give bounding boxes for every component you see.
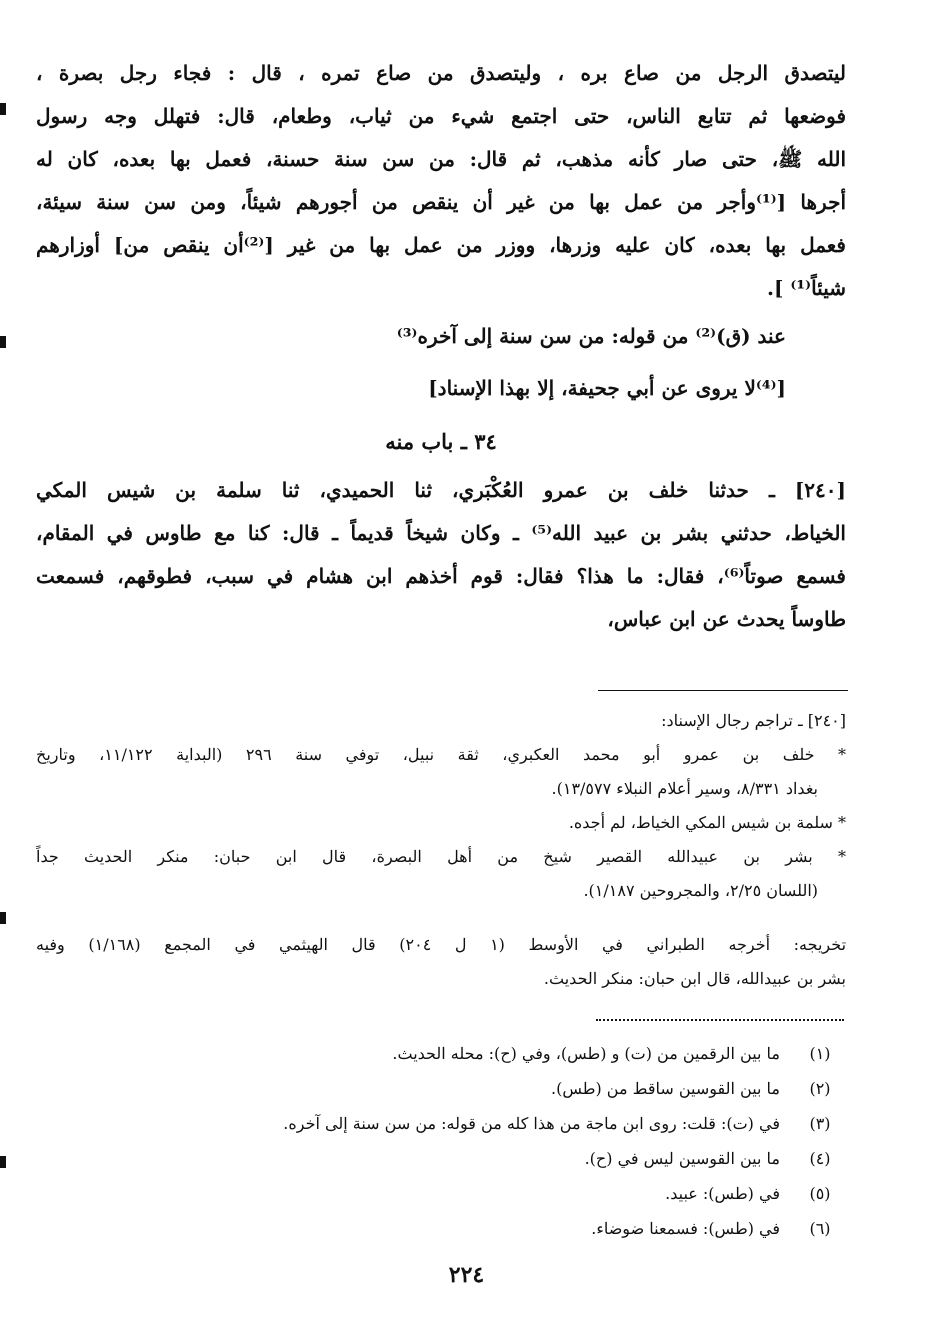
body-line: الله ﷺ، حتى صار كأنه مذهب، ثم قال: من سن سنة حسنة، فعمل بها بعده، كان له: [36, 147, 846, 171]
chapter-heading: ٣٤ ـ باب منه: [385, 429, 497, 454]
hadith-line: [٢٤٠] ـ حدثنا خلف بن عمرو العُكْبَري، ثنا الحميدي، ثنا سلمة بن شيس المكي: [36, 478, 846, 502]
footnote-divider: [598, 690, 848, 691]
footnote: [150, 1211, 850, 1246]
footnote-number: (٦): [809, 1219, 831, 1238]
body-line: شيئاً⁽¹⁾ ].: [766, 276, 846, 300]
footnote-text: في (طس): فسمعنا ضوضاء.: [591, 1219, 780, 1238]
footnote-number: (٣): [809, 1114, 831, 1133]
takhrij-section: [36, 928, 846, 996]
hadith-line: طاوساً يحدث عن ابن عباس،: [607, 607, 846, 631]
page-number: ٢٢٤: [448, 1262, 485, 1288]
tarajim-line: (اللسان ٢/٢٥، والمجروحين ١/١٨٧).: [583, 881, 818, 900]
body-line: فعمل بها بعده، كان عليه وزرها، ووزر من عمل بها من غير [⁽²⁾أن ينقص من] أوزارهم: [36, 233, 846, 257]
main-text: [36, 52, 846, 641]
hadith-line: الخياط، حدثني بشر بن عبيد الله⁽⁵⁾ ـ وكان شيخاً قديماً ـ قال: كنا مع طاوس في المقام،: [36, 521, 846, 545]
footnote: [150, 1036, 850, 1071]
footnote-text: في (طس): عبيد.: [665, 1184, 780, 1203]
footnote: [150, 1141, 850, 1176]
footnote: [150, 1106, 850, 1141]
tarajim-line: * سلمة بن شيس المكي الخياط، لم أجده.: [568, 813, 846, 832]
margin-mark: [0, 336, 6, 348]
tarajim-title: [٢٤٠] ـ تراجم رجال الإسناد:: [661, 711, 846, 730]
note-line: [⁽⁴⁾لا يروى عن أبي جحيفة، إلا بهذا الإسناد]: [428, 376, 786, 400]
tarajim-section: [36, 704, 846, 908]
takhrij-line: تخريجه: أخرجه الطبراني في الأوسط (١ ل ٢٠٤) قال الهيثمي في المجمع (١/١٦٨) وفيه: [36, 935, 846, 954]
hadith-line: فسمع صوتاً⁽⁶⁾، فقال: ما هذا؟ فقال: قوم أخذهم ابن هشام في سبب، فطوقهم، فسمعت: [36, 564, 846, 588]
footnote-number: (٤): [809, 1149, 831, 1168]
body-line: ليتصدق الرجل من صاع بره ، وليتصدق من صاع تمره ، قال : فجاء رجل بصرة ،: [36, 61, 846, 85]
footnotes: [150, 1036, 850, 1246]
note-line: عند (ق)⁽²⁾ من قوله: من سن سنة إلى آخره⁽³⁾: [396, 324, 786, 348]
body-line: أجرها [⁽¹⁾وأجر من عمل بها من غير أن ينقص من أجورهم شيئاً، ومن سن سنة سيئة،: [36, 190, 846, 214]
footnote-number: (٥): [809, 1184, 831, 1203]
body-line: فوضعها ثم تتابع الناس، حتى اجتمع شيء من ثياب، وطعام، قال: فتهلل وجه رسول: [36, 104, 846, 128]
footnote-number: (٢): [809, 1079, 831, 1098]
footnote-number: (١): [809, 1044, 831, 1063]
tarajim-line: بغداد ٨/٣٣١، وسير أعلام النبلاء ١٣/٥٧٧).: [551, 779, 818, 798]
footnote-text: ما بين القوسين ليس في (ح).: [584, 1149, 780, 1168]
takhrij-line: بشر بن عبيدالله، قال ابن حبان: منكر الحديث.: [543, 969, 846, 988]
margin-mark: [0, 1156, 6, 1168]
footnote: [150, 1176, 850, 1211]
margin-mark: [0, 912, 6, 924]
margin-mark: [0, 103, 6, 115]
tarajim-line: * بشر بن عبيدالله القصير شيخ من أهل البصرة، قال ابن حبان: منكر الحديث جداً: [36, 847, 846, 866]
footnote-text: ما بين القوسين ساقط من (طس).: [551, 1079, 780, 1098]
footnote: [150, 1071, 850, 1106]
tarajim-line: * خلف بن عمرو أبو محمد العكبري، ثقة نبيل، توفي سنة ٢٩٦ (البداية ١١/١٢٢، وتاريخ: [36, 745, 846, 764]
dotted-divider: [596, 1019, 844, 1021]
footnote-text: ما بين الرقمين من (ت) و (طس)، وفي (ح): محله الحديث.: [392, 1044, 780, 1063]
footnote-text: في (ت): قلت: روى ابن ماجة من هذا كله من قوله: من سن سنة إلى آخره.: [283, 1114, 780, 1133]
